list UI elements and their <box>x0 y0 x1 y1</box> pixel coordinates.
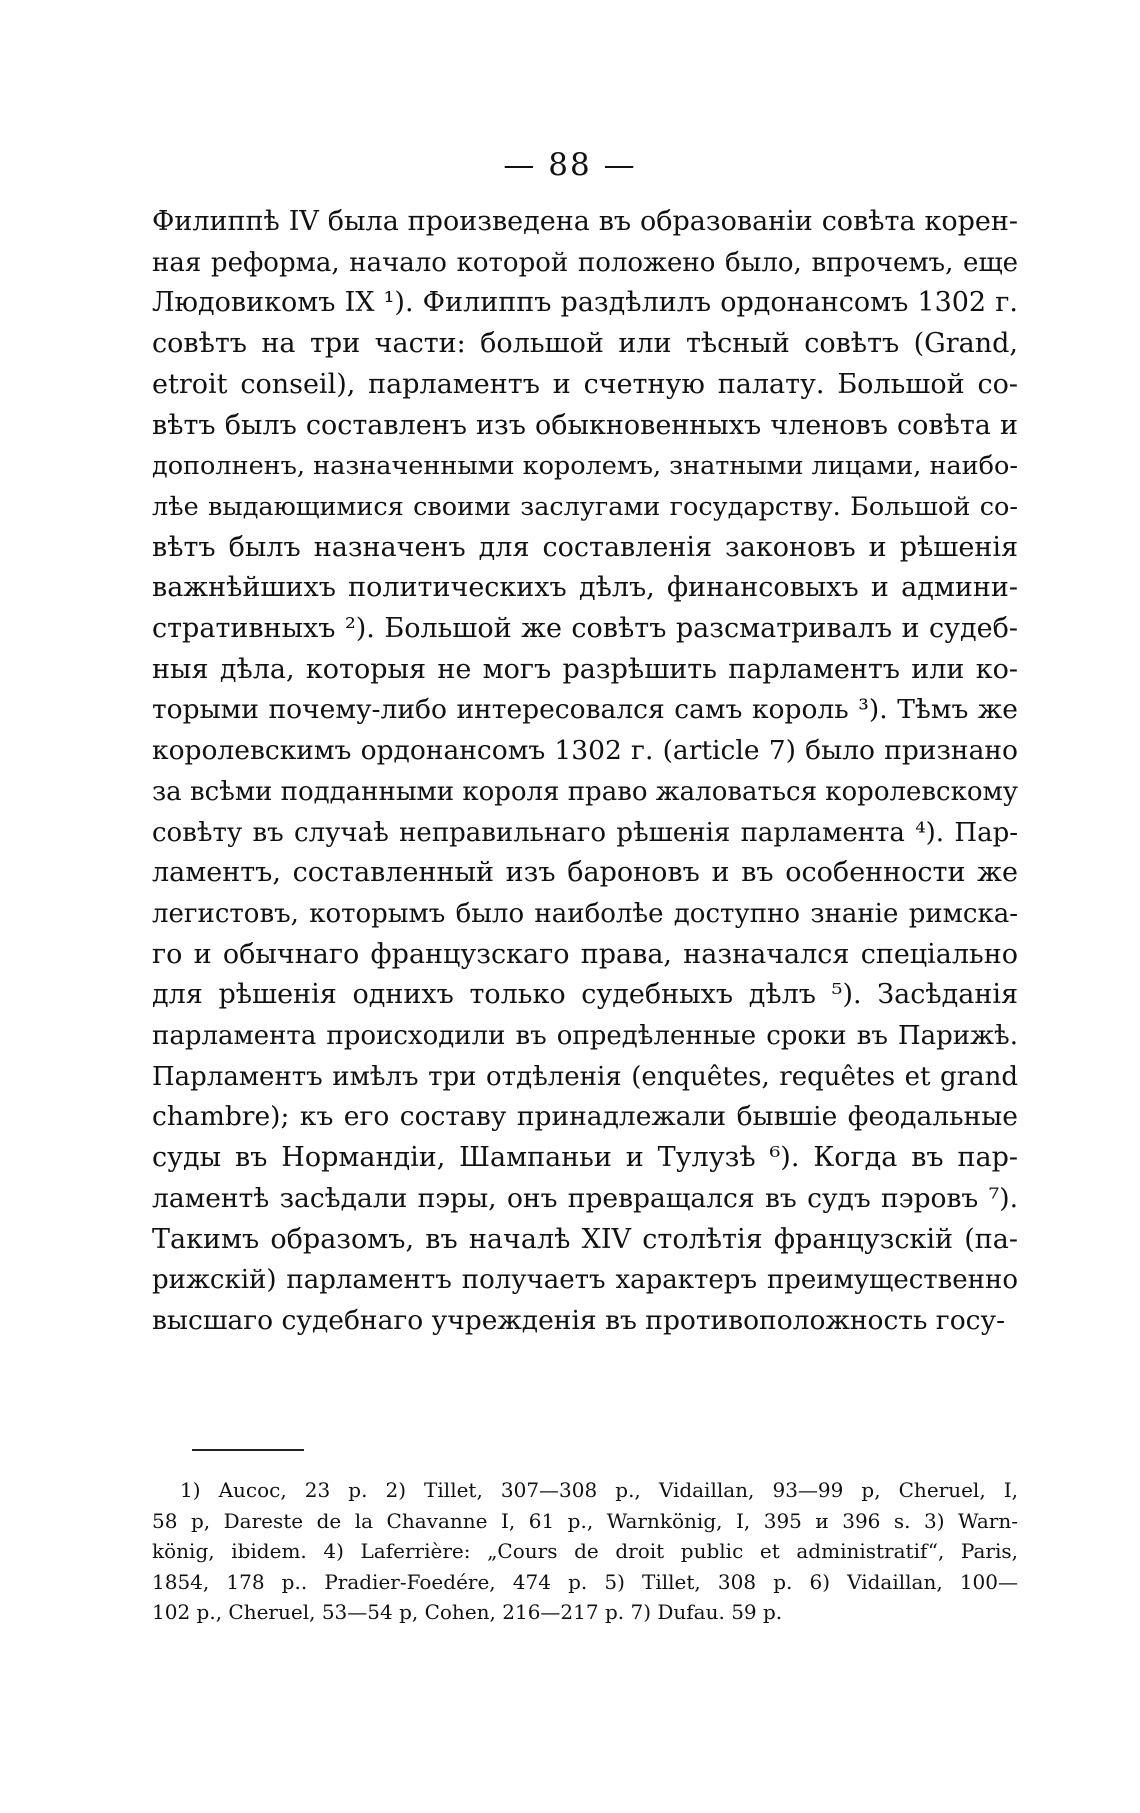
text-line: Филиппѣ IV была произведена въ образованіи совѣта корен- <box>152 206 1018 237</box>
text-line: вѣтъ былъ составленъ изъ обыкновенныхъ членовъ совѣта и <box>152 409 1018 441</box>
text-line: ныя дѣла, которыя не могъ разрѣшить парламентъ или ко- <box>152 653 1018 685</box>
text-line: chambre); къ его составу принадлежали бывшіе феодальные <box>152 1101 1018 1133</box>
text-line: легистовъ, которымъ было наиболѣе доступно знаніе римска- <box>152 898 1018 929</box>
text-line: высшаго судебнаго учрежденія въ противоположность госу- <box>152 1304 1006 1336</box>
text-line: торыми почему-либо интересовался самъ король ³). Тѣмъ же <box>152 694 1018 726</box>
footnote-line: 1854, 178 p.. Pradier-Foedére, 474 p. 5) Tillet, 308 p. 6) Vidaillan, 100— <box>152 1569 1018 1594</box>
text-line: Людовикомъ IX ¹). Филиппъ раздѣлилъ ордонансомъ 1302 г. <box>152 287 1018 319</box>
text-line: рижскій) парламентъ получаетъ характеръ преимущественно <box>152 1265 1018 1296</box>
main-text-block <box>152 202 1018 1342</box>
text-line: го и обычнаго французскаго права, назначался спеціально <box>152 938 1018 970</box>
footnote-line: könig, ibidem. 4) Laferrière: „Cours de droit public et administratif“, Paris, <box>152 1539 1018 1564</box>
text-line: лѣе выдающимися своими заслугами государству. Большой со- <box>152 491 1018 522</box>
footnote-line: 1) Aucoc, 23 p. 2) Tillet, 307—308 p., Vidaillan, 93—99 p, Cheruel, I, <box>180 1478 1018 1502</box>
text-line: суды въ Нормандіи, Шампаньи и Тулузѣ ⁶). Когда въ пар- <box>152 1142 1018 1174</box>
text-line: стративныхъ ²). Большой же совѣтъ разсматривалъ и судеб- <box>152 613 1018 645</box>
text-line: Парламентъ имѣлъ три отдѣленія (enquêtes, requêtes et grand <box>152 1061 1018 1092</box>
text-line: совѣту въ случаѣ неправильнаго рѣшенія парламента ⁴). Пар- <box>152 817 1018 848</box>
text-line: для рѣшенія однихъ только судебныхъ дѣлъ ⁵). Засѣданія <box>152 979 1018 1011</box>
text-line: совѣтъ на три части: большой или тѣсный совѣтъ (Grand, <box>152 328 1018 360</box>
text-line: ламентѣ засѣдали пэры, онъ превращался въ судъ пэровъ ⁷). <box>152 1182 1018 1214</box>
text-line: парламента происходили въ опредѣленные сроки въ Парижѣ. <box>152 1021 1018 1052</box>
footnote-line: 58 p, Dareste de la Chavanne I, 61 p., Warnkönig, I, 395 и 396 s. 3) Warn- <box>152 1508 1018 1533</box>
text-line: ламентъ, составленный изъ бароновъ и въ особенности же <box>152 857 1018 889</box>
text-line: ная реформа, начало которой положено было, впрочемъ, еще <box>152 247 1018 278</box>
text-line: вѣтъ былъ назначенъ для составленія законовъ и рѣшенія <box>152 531 1018 563</box>
footnote-divider <box>192 1449 304 1451</box>
text-line: королевскимъ ордонансомъ 1302 г. (article 7) было признано <box>152 735 1018 767</box>
footnotes-block <box>152 1475 1018 1628</box>
text-line: Такимъ образомъ, въ началѣ XIV столѣтія французскій (па- <box>152 1223 1018 1255</box>
text-line: etroit conseil), парламентъ и счетную палату. Большой со- <box>152 368 1018 400</box>
page-number: — 88 — <box>503 147 637 183</box>
text-line: за всѣми подданными короля право жаловаться королевскому <box>152 776 1018 807</box>
text-line: важнѣйшихъ политическихъ дѣлъ, финансовыхъ и админи- <box>152 572 1018 604</box>
text-line: дополненъ, назначенными королемъ, знатными лицами, наибо- <box>152 451 1018 482</box>
footnote-line: 102 p., Cheruel, 53—54 p, Cohen, 216—217 p. 7) Dufau. 59 p. <box>152 1600 783 1625</box>
